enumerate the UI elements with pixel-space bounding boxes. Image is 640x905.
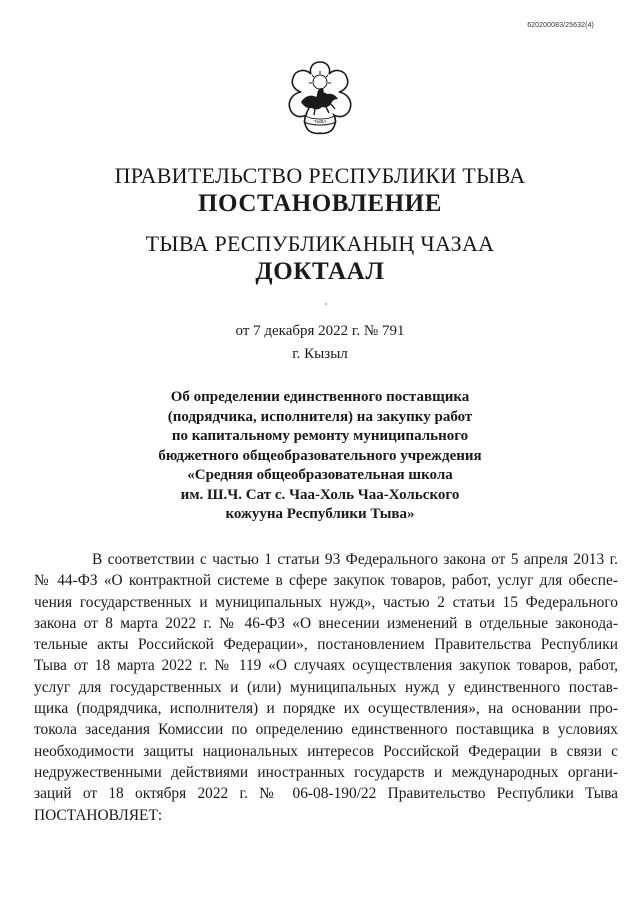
decree-date-number: от 7 декабря 2022 г. № 791 bbox=[235, 323, 405, 339]
decree-title-ru: ПОСТАНОВЛЕНИЕ bbox=[197, 190, 443, 217]
decree-subject bbox=[140, 388, 500, 525]
body-line: щика (подрядчика, исполнителя) и порядке их осуществления», на основании про- bbox=[34, 700, 618, 718]
body-line: услуг для государственных и (или) муниципальных нужд у единственного постав- bbox=[34, 678, 618, 696]
coat-of-arms-icon bbox=[279, 58, 361, 140]
subject-line: «Средняя общеобразовательная школа bbox=[187, 467, 453, 483]
decree-title-tyv: ДОКТААЛ bbox=[255, 258, 385, 285]
subject-line: им. Ш.Ч. Сат с. Чаа-Холь Чаа-Хольского bbox=[180, 486, 460, 503]
body-line: № 44-ФЗ «О контрактной системе в сфере закупок товаров, работ, услуг для обеспе- bbox=[34, 572, 618, 590]
body-line: заций от 18 октября 2022 г. № 06-08-190/22 Правительство Республики Тыва bbox=[34, 785, 618, 803]
subject-line: (подрядчика, исполнителя) на закупку работ bbox=[167, 408, 473, 425]
body-line: закона от 8 марта 2022 г. № 46-ФЗ «О внесении изменений в отдельные законода- bbox=[34, 614, 618, 632]
government-title-tyv: ТЫВА РЕСПУБЛИКАНЫҢ ЧАЗАА bbox=[145, 231, 495, 256]
subject-line: по капитальному ремонту муниципального bbox=[171, 428, 469, 444]
body-line: тельные акты Российской Федерации», постановлением Правительства Республики bbox=[34, 636, 618, 654]
scan-speck bbox=[325, 303, 327, 305]
body-line: необходимости защиты национальных интересов Российской Федерации в связи с bbox=[34, 742, 618, 760]
body-line: недружественными действиями иностранных государств и международных органи- bbox=[34, 763, 618, 781]
document-number: 620200083/25632(4) bbox=[527, 22, 594, 29]
decree-body bbox=[34, 549, 618, 826]
body-line: ПОСТАНОВЛЯЕТ: bbox=[34, 806, 163, 824]
body-line: В соответствии с частью 1 статьи 93 Федерального закона от 5 апреля 2013 г. bbox=[92, 551, 618, 568]
government-title-ru: ПРАВИТЕЛЬСТВО РЕСПУБЛИКИ ТЫВА bbox=[114, 163, 526, 188]
body-line: Тыва от 18 марта 2022 г. № 119 «О случаях осуществления закупок товаров, работ, bbox=[34, 657, 618, 675]
svg-text:ТЫВА: ТЫВА bbox=[313, 119, 327, 124]
subject-line: бюджетного общеобразовательного учреждения bbox=[158, 447, 482, 464]
subject-line: кожууна Республики Тыва» bbox=[225, 506, 415, 522]
decree-city: г. Кызыл bbox=[292, 346, 348, 362]
subject-line: Об определении единственного поставщика bbox=[170, 389, 470, 405]
body-line: чения государственных и муниципальных нужд», частью 2 статьи 15 Федерального bbox=[34, 593, 618, 611]
body-line: токола заседания Комиссии по определению единственного поставщика в условиях bbox=[34, 721, 618, 739]
